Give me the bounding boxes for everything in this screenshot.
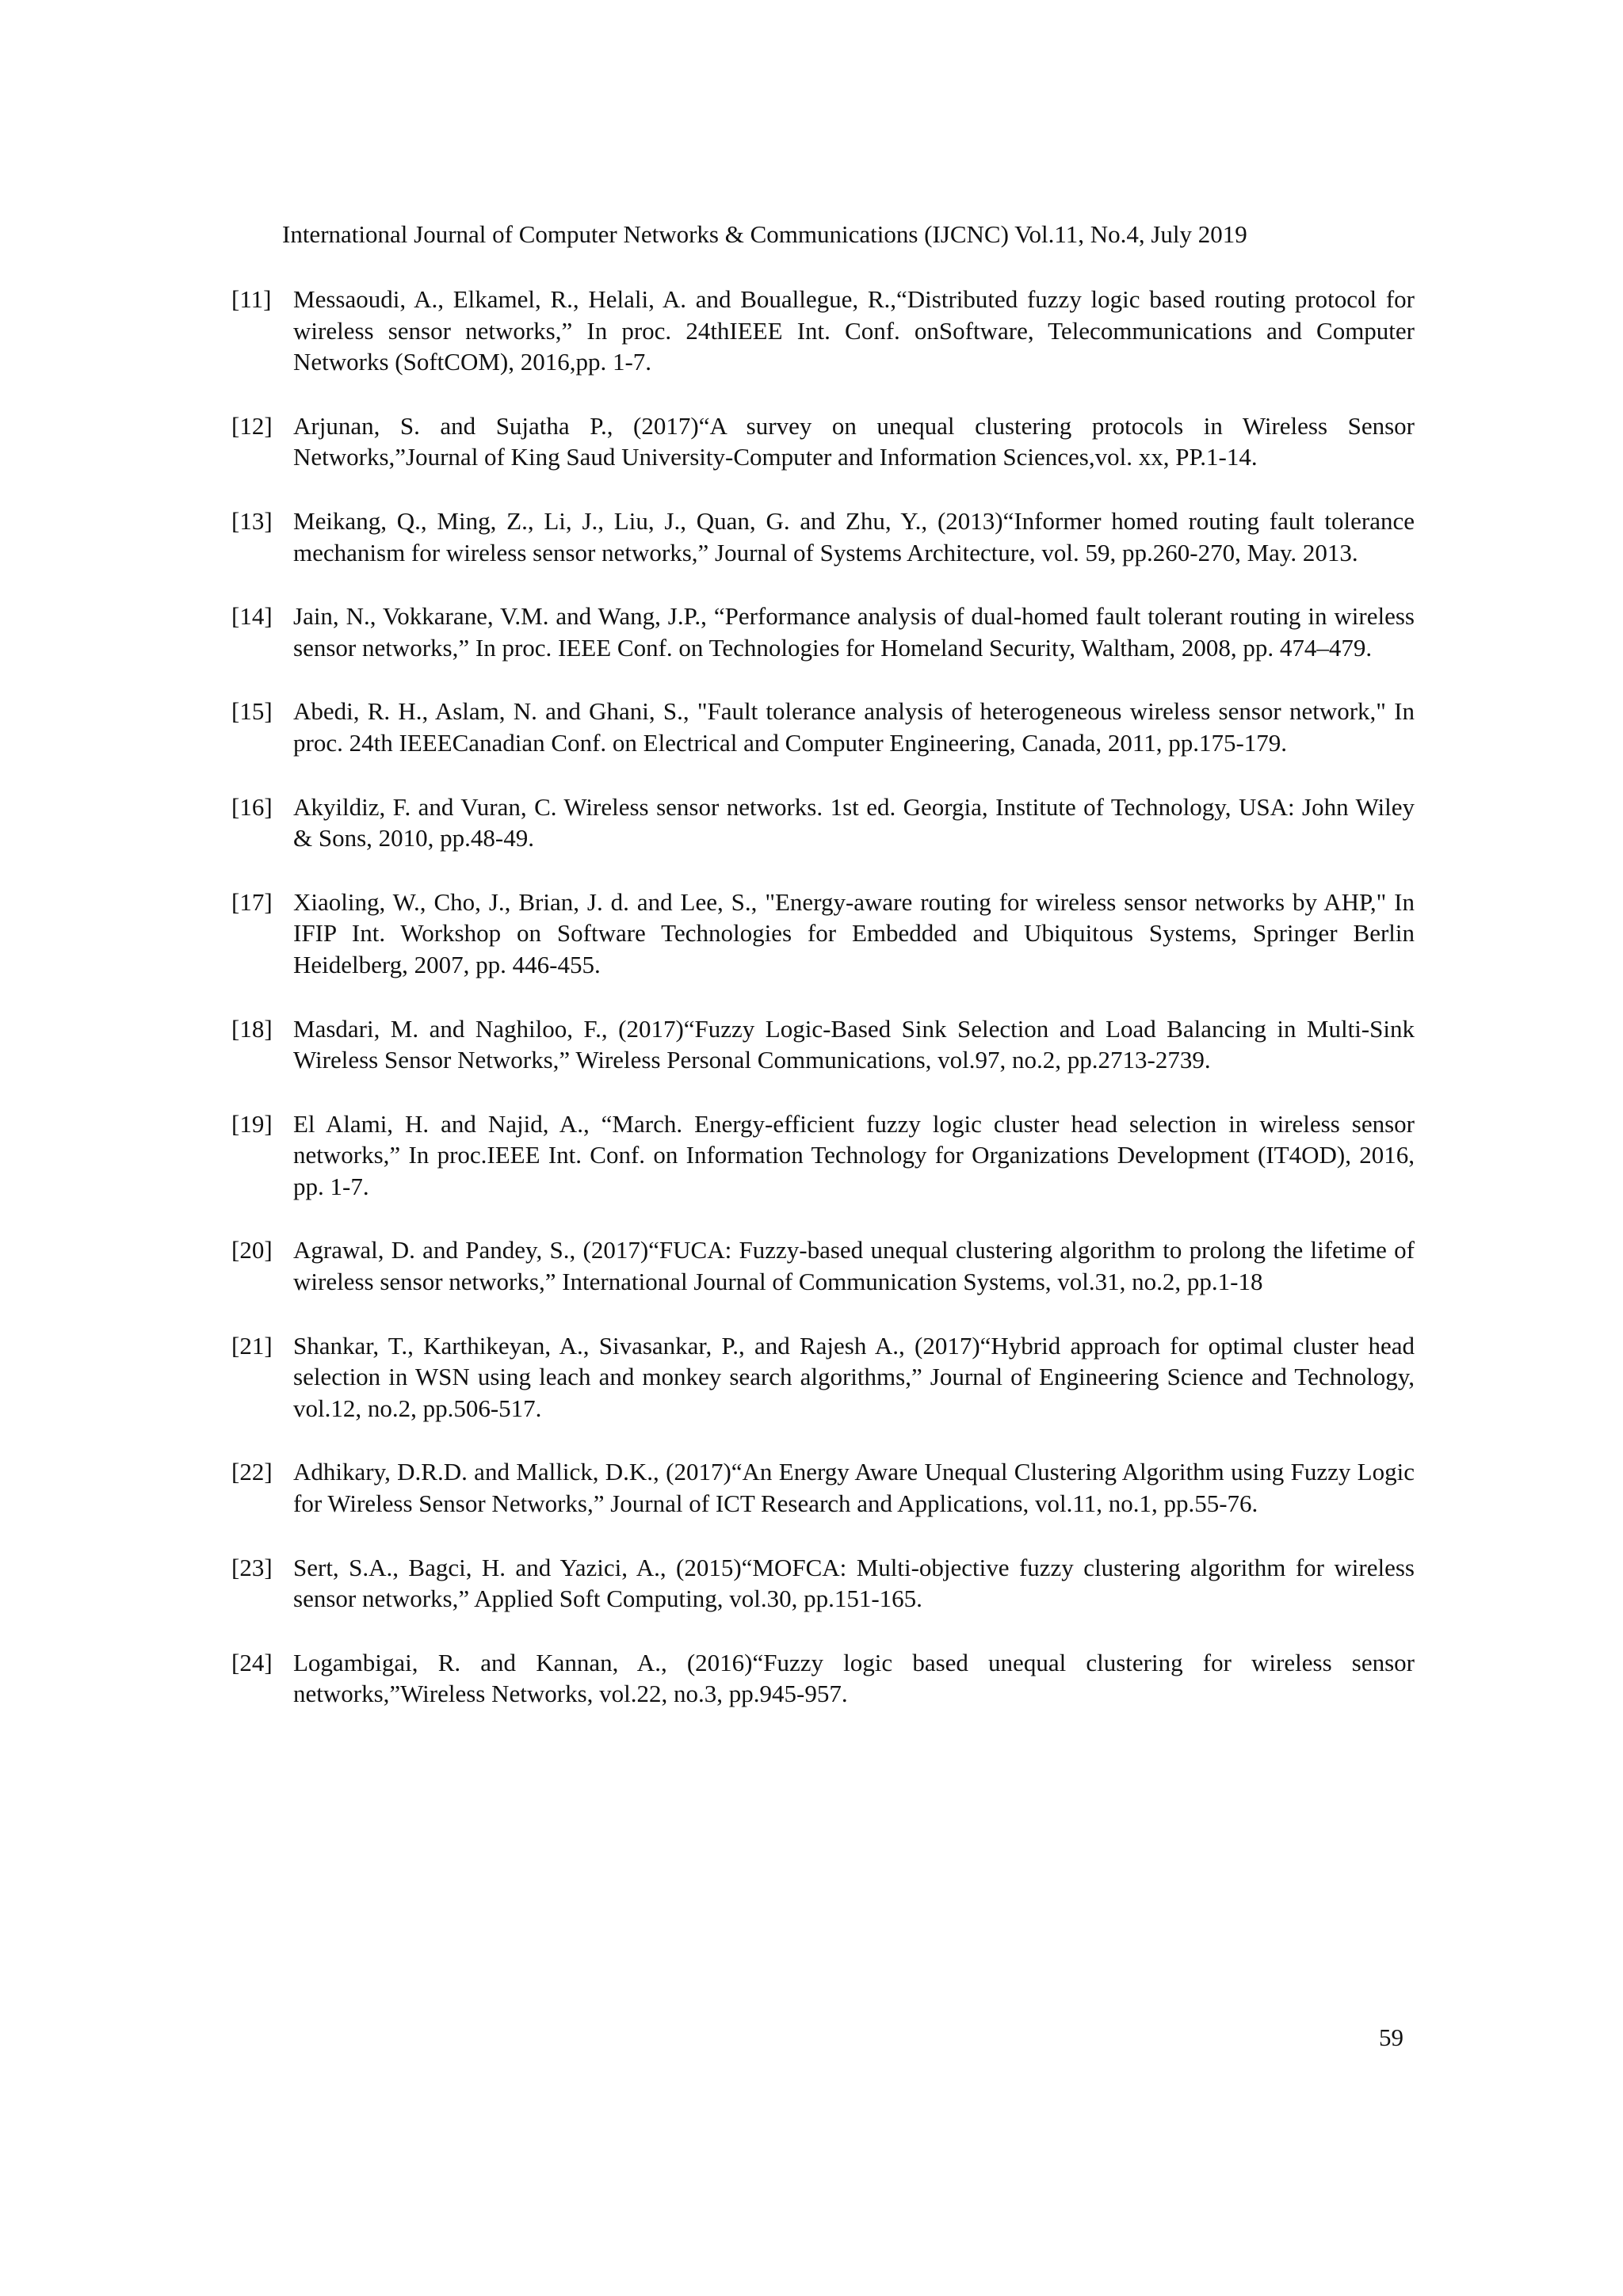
reference-item	[231, 791, 1415, 854]
reference-text: Agrawal, D. and Pandey, S., (2017)“FUCA: Fuzzy-based unequal clustering algorithm to prolong the lifetime of wireless sensor networks,” International Journal of Communication Systems, vol.31, no.2, pp.1-18	[293, 1236, 1415, 1296]
reference-item	[231, 887, 1415, 981]
reference-text: Abedi, R. H., Aslam, N. and Ghani, S., "Fault tolerance analysis of heterogeneous wireless sensor network," In proc. 24th IEEECanadian Conf. on Electrical and Computer Engineering, Canada, 2011, pp.175-179.	[293, 697, 1415, 757]
reference-text: Logambigai, R. and Kannan, A., (2016)“Fuzzy logic based unequal clustering for wireless sensor networks,”Wireless Networks, vol.22, no.3, pp.945-957.	[293, 1648, 1415, 1708]
reference-text: Shankar, T., Karthikeyan, A., Sivasankar, P., and Rajesh A., (2017)“Hybrid approach for optimal cluster head selection in WSN using leach and monkey search algorithms,” Journal of Engineering Science and Technology, vol.12, no.2, pp.506-517.	[293, 1331, 1415, 1422]
reference-number: [12]	[231, 411, 273, 440]
reference-number: [14]	[231, 602, 273, 631]
reference-text: Adhikary, D.R.D. and Mallick, D.K., (2017)“An Energy Aware Unequal Clustering Algorithm using Fuzzy Logic for Wireless Sensor Networks,” Journal of ICT Research and Applications, vol.11, no.1, pp.55-76.	[293, 1458, 1415, 1518]
reference-item	[231, 601, 1415, 663]
reference-item	[231, 1108, 1415, 1203]
reference-number: [20]	[231, 1236, 273, 1264]
reference-item	[231, 696, 1415, 758]
reference-number: [21]	[231, 1331, 273, 1360]
reference-text: Jain, N., Vokkarane, V.M. and Wang, J.P., “Performance analysis of dual-homed fault tolerant routing in wireless sensor networks,” In proc. IEEE Conf. on Technologies for Homeland Security, Waltham, 2008, pp. 474–479.	[293, 602, 1415, 662]
running-header: International Journal of Computer Networks & Communications (IJCNC) Vol.11, No.4, July 2019	[282, 220, 1247, 248]
reference-text: Sert, S.A., Bagci, H. and Yazici, A., (2015)“MOFCA: Multi-objective fuzzy clustering algorithm for wireless sensor networks,” Applied Soft Computing, vol.30, pp.151-165.	[293, 1553, 1415, 1613]
reference-item	[231, 1647, 1415, 1710]
reference-number: [19]	[231, 1109, 273, 1138]
reference-item	[231, 1234, 1415, 1297]
reference-item	[231, 1552, 1415, 1615]
reference-item	[231, 284, 1415, 378]
reference-number: [17]	[231, 887, 273, 916]
reference-text: El Alami, H. and Najid, A., “March. Energy-efficient fuzzy logic cluster head selection in wireless sensor networks,” In proc.IEEE Int. Conf. on Information Technology for Organizations Development (IT4OD), 2016, pp. 1-7.	[293, 1109, 1415, 1200]
reference-text: Masdari, M. and Naghiloo, F., (2017)“Fuzzy Logic-Based Sink Selection and Load Balancing in Multi-Sink Wireless Sensor Networks,” Wireless Personal Communications, vol.97, no.2, pp.2713-2739.	[293, 1014, 1415, 1074]
reference-item	[231, 1330, 1415, 1425]
reference-number: [13]	[231, 506, 273, 535]
reference-text: Akyildiz, F. and Vuran, C. Wireless sensor networks. 1st ed. Georgia, Institute of Technology, USA: John Wiley & Sons, 2010, pp.48-49.	[293, 792, 1415, 852]
reference-number: [16]	[231, 792, 273, 821]
reference-item	[231, 1013, 1415, 1076]
reference-item	[231, 410, 1415, 473]
reference-number: [15]	[231, 697, 273, 726]
reference-list	[231, 284, 1415, 1742]
reference-number: [24]	[231, 1648, 273, 1676]
reference-number: [11]	[231, 285, 272, 313]
reference-text: Xiaoling, W., Cho, J., Brian, J. d. and Lee, S., "Energy-aware routing for wireless sensor networks by AHP," In IFIP Int. Workshop on Software Technologies for Embedded and Ubiquitous Systems, Springer Berlin Heidelberg, 2007, pp. 446-455.	[293, 887, 1415, 978]
reference-number: [18]	[231, 1014, 273, 1043]
reference-item	[231, 505, 1415, 568]
reference-text: Arjunan, S. and Sujatha P., (2017)“A survey on unequal clustering protocols in Wireless Sensor Networks,”Journal of King Saud University-Computer and Information Sciences,vol. xx, PP.1-14.	[293, 411, 1415, 471]
reference-item	[231, 1456, 1415, 1519]
page-number: 59	[1379, 2023, 1403, 2051]
reference-text: Meikang, Q., Ming, Z., Li, J., Liu, J., Quan, G. and Zhu, Y., (2013)“Informer homed routing fault tolerance mechanism for wireless sensor networks,” Journal of Systems Architecture, vol. 59, pp.260-270, May. 2013.	[293, 506, 1415, 566]
reference-text: Messaoudi, A., Elkamel, R., Helali, A. and Bouallegue, R.,“Distributed fuzzy logic based routing protocol for wireless sensor networks,” In proc. 24thIEEE Int. Conf. onSoftware, Telecommunications and Computer Networks (SoftCOM), 2016,pp. 1-7.	[293, 285, 1415, 376]
reference-number: [22]	[231, 1458, 273, 1486]
reference-number: [23]	[231, 1553, 273, 1581]
